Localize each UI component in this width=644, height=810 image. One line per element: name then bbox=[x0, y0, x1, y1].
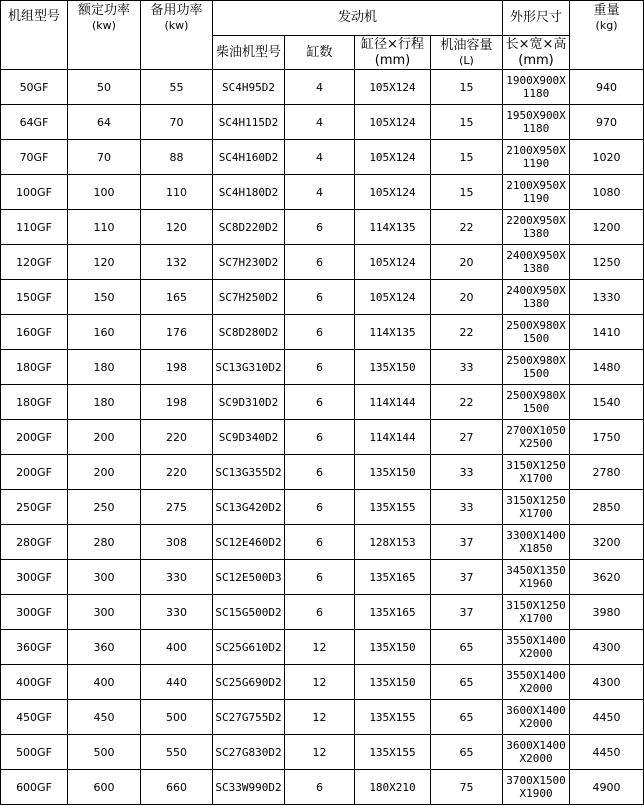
cell-engine-model: SC4H115D2 bbox=[213, 105, 285, 140]
cell-weight: 4300 bbox=[570, 630, 644, 665]
cell-dimensions: 3300X1400X1850 bbox=[503, 525, 570, 560]
table-row bbox=[1, 490, 644, 525]
cell-engine-model: SC13G310D2 bbox=[213, 350, 285, 385]
cell-standby-power: 220 bbox=[141, 455, 213, 490]
cell-rated-power: 64 bbox=[68, 105, 141, 140]
cell-rated-power: 180 bbox=[68, 350, 141, 385]
cell-oil-capacity: 15 bbox=[431, 70, 503, 105]
cell-unit-model: 250GF bbox=[1, 490, 68, 525]
header-cylinders: 缸数 bbox=[285, 36, 355, 70]
header-rated-power-unit: (kw) bbox=[92, 19, 116, 32]
cell-engine-model: SC9D310D2 bbox=[213, 385, 285, 420]
cell-rated-power: 200 bbox=[68, 420, 141, 455]
cell-unit-model: 180GF bbox=[1, 385, 68, 420]
table-row bbox=[1, 350, 644, 385]
cell-weight: 1480 bbox=[570, 350, 644, 385]
cell-standby-power: 400 bbox=[141, 630, 213, 665]
cell-weight: 4450 bbox=[570, 735, 644, 770]
cell-bore-stroke: 105X124 bbox=[355, 140, 431, 175]
cell-unit-model: 70GF bbox=[1, 140, 68, 175]
cell-unit-model: 200GF bbox=[1, 455, 68, 490]
cell-bore-stroke: 135X150 bbox=[355, 665, 431, 700]
table-row bbox=[1, 280, 644, 315]
cell-standby-power: 165 bbox=[141, 280, 213, 315]
cell-weight: 2780 bbox=[570, 455, 644, 490]
cell-oil-capacity: 27 bbox=[431, 420, 503, 455]
cell-unit-model: 100GF bbox=[1, 175, 68, 210]
header-weight: 重量 (kg) bbox=[570, 1, 644, 70]
cell-unit-model: 400GF bbox=[1, 665, 68, 700]
cell-unit-model: 150GF bbox=[1, 280, 68, 315]
cell-engine-model: SC4H95D2 bbox=[213, 70, 285, 105]
cell-cylinders: 6 bbox=[285, 210, 355, 245]
cell-dimensions: 3150X1250X1700 bbox=[503, 490, 570, 525]
table-row bbox=[1, 630, 644, 665]
cell-weight: 2850 bbox=[570, 490, 644, 525]
cell-weight: 1410 bbox=[570, 315, 644, 350]
cell-oil-capacity: 37 bbox=[431, 560, 503, 595]
cell-bore-stroke: 105X124 bbox=[355, 70, 431, 105]
cell-dimensions: 1900X900X1180 bbox=[503, 70, 570, 105]
cell-bore-stroke: 135X150 bbox=[355, 630, 431, 665]
cell-oil-capacity: 22 bbox=[431, 385, 503, 420]
table-row bbox=[1, 385, 644, 420]
table-row bbox=[1, 105, 644, 140]
cell-engine-model: SC8D220D2 bbox=[213, 210, 285, 245]
cell-cylinders: 12 bbox=[285, 735, 355, 770]
cell-weight: 4900 bbox=[570, 770, 644, 805]
cell-weight: 1080 bbox=[570, 175, 644, 210]
cell-bore-stroke: 114X144 bbox=[355, 385, 431, 420]
cell-weight: 4450 bbox=[570, 700, 644, 735]
cell-bore-stroke: 135X155 bbox=[355, 700, 431, 735]
header-row-1 bbox=[1, 1, 644, 36]
cell-rated-power: 250 bbox=[68, 490, 141, 525]
cell-engine-model: SC13G420D2 bbox=[213, 490, 285, 525]
cell-unit-model: 280GF bbox=[1, 525, 68, 560]
cell-cylinders: 4 bbox=[285, 140, 355, 175]
cell-cylinders: 6 bbox=[285, 560, 355, 595]
cell-rated-power: 300 bbox=[68, 560, 141, 595]
cell-unit-model: 110GF bbox=[1, 210, 68, 245]
cell-bore-stroke: 114X135 bbox=[355, 315, 431, 350]
cell-rated-power: 100 bbox=[68, 175, 141, 210]
cell-unit-model: 200GF bbox=[1, 420, 68, 455]
cell-dimensions: 2400X950X1380 bbox=[503, 245, 570, 280]
cell-engine-model: SC7H230D2 bbox=[213, 245, 285, 280]
table-row bbox=[1, 140, 644, 175]
cell-engine-model: SC12E500D3 bbox=[213, 560, 285, 595]
cell-unit-model: 120GF bbox=[1, 245, 68, 280]
cell-dimensions: 2700X1050X2500 bbox=[503, 420, 570, 455]
cell-weight: 3980 bbox=[570, 595, 644, 630]
header-rated-power: 额定功率 (kw) bbox=[68, 1, 141, 70]
cell-rated-power: 500 bbox=[68, 735, 141, 770]
cell-oil-capacity: 37 bbox=[431, 595, 503, 630]
cell-unit-model: 600GF bbox=[1, 770, 68, 805]
table-row bbox=[1, 455, 644, 490]
cell-engine-model: SC4H180D2 bbox=[213, 175, 285, 210]
cell-dimensions: 1950X900X1180 bbox=[503, 105, 570, 140]
cell-oil-capacity: 33 bbox=[431, 455, 503, 490]
cell-bore-stroke: 135X155 bbox=[355, 735, 431, 770]
cell-bore-stroke: 105X124 bbox=[355, 105, 431, 140]
cell-rated-power: 70 bbox=[68, 140, 141, 175]
table-row bbox=[1, 175, 644, 210]
header-weight-unit: (kg) bbox=[595, 19, 618, 32]
header-standby-power-unit: (kw) bbox=[164, 19, 189, 32]
cell-standby-power: 500 bbox=[141, 700, 213, 735]
cell-cylinders: 12 bbox=[285, 630, 355, 665]
cell-oil-capacity: 22 bbox=[431, 210, 503, 245]
cell-cylinders: 6 bbox=[285, 385, 355, 420]
cell-cylinders: 4 bbox=[285, 70, 355, 105]
cell-dimensions: 3550X1400X2000 bbox=[503, 665, 570, 700]
table-row bbox=[1, 735, 644, 770]
cell-weight: 1020 bbox=[570, 140, 644, 175]
cell-engine-model: SC25G690D2 bbox=[213, 665, 285, 700]
cell-weight: 1250 bbox=[570, 245, 644, 280]
cell-rated-power: 200 bbox=[68, 455, 141, 490]
cell-oil-capacity: 75 bbox=[431, 770, 503, 805]
table-row bbox=[1, 245, 644, 280]
table-row bbox=[1, 525, 644, 560]
cell-bore-stroke: 105X124 bbox=[355, 280, 431, 315]
table-row bbox=[1, 700, 644, 735]
table-row bbox=[1, 70, 644, 105]
cell-standby-power: 55 bbox=[141, 70, 213, 105]
cell-standby-power: 308 bbox=[141, 525, 213, 560]
cell-cylinders: 6 bbox=[285, 280, 355, 315]
cell-weight: 1330 bbox=[570, 280, 644, 315]
table-header bbox=[1, 1, 644, 70]
table-row bbox=[1, 420, 644, 455]
cell-cylinders: 6 bbox=[285, 490, 355, 525]
cell-cylinders: 6 bbox=[285, 350, 355, 385]
cell-unit-model: 300GF bbox=[1, 595, 68, 630]
header-engine-model: 柴油机型号 bbox=[213, 36, 285, 70]
cell-unit-model: 500GF bbox=[1, 735, 68, 770]
cell-unit-model: 300GF bbox=[1, 560, 68, 595]
cell-rated-power: 180 bbox=[68, 385, 141, 420]
cell-oil-capacity: 33 bbox=[431, 350, 503, 385]
cell-unit-model: 50GF bbox=[1, 70, 68, 105]
cell-oil-capacity: 65 bbox=[431, 630, 503, 665]
cell-cylinders: 4 bbox=[285, 175, 355, 210]
cell-cylinders: 6 bbox=[285, 595, 355, 630]
cell-rated-power: 120 bbox=[68, 245, 141, 280]
table-row bbox=[1, 665, 644, 700]
cell-unit-model: 180GF bbox=[1, 350, 68, 385]
cell-dimensions: 3550X1400X2000 bbox=[503, 630, 570, 665]
cell-dimensions: 2400X950X1380 bbox=[503, 280, 570, 315]
cell-cylinders: 12 bbox=[285, 665, 355, 700]
header-standby-power: 备用功率 (kw) bbox=[141, 1, 213, 70]
cell-standby-power: 176 bbox=[141, 315, 213, 350]
cell-engine-model: SC27G830D2 bbox=[213, 735, 285, 770]
cell-cylinders: 6 bbox=[285, 245, 355, 280]
cell-rated-power: 360 bbox=[68, 630, 141, 665]
cell-engine-model: SC8D280D2 bbox=[213, 315, 285, 350]
cell-engine-model: SC7H250D2 bbox=[213, 280, 285, 315]
cell-bore-stroke: 135X150 bbox=[355, 350, 431, 385]
cell-oil-capacity: 15 bbox=[431, 105, 503, 140]
cell-bore-stroke: 114X144 bbox=[355, 420, 431, 455]
cell-cylinders: 12 bbox=[285, 700, 355, 735]
table-row bbox=[1, 210, 644, 245]
cell-rated-power: 600 bbox=[68, 770, 141, 805]
cell-dimensions: 3150X1250X1700 bbox=[503, 595, 570, 630]
cell-weight: 1750 bbox=[570, 420, 644, 455]
cell-bore-stroke: 180X210 bbox=[355, 770, 431, 805]
cell-oil-capacity: 15 bbox=[431, 140, 503, 175]
cell-standby-power: 275 bbox=[141, 490, 213, 525]
cell-unit-model: 160GF bbox=[1, 315, 68, 350]
cell-rated-power: 400 bbox=[68, 665, 141, 700]
cell-dimensions: 3600X1400X2000 bbox=[503, 700, 570, 735]
cell-standby-power: 550 bbox=[141, 735, 213, 770]
cell-weight: 4300 bbox=[570, 665, 644, 700]
cell-cylinders: 6 bbox=[285, 770, 355, 805]
cell-bore-stroke: 105X124 bbox=[355, 175, 431, 210]
cell-dimensions: 2100X950X1190 bbox=[503, 175, 570, 210]
cell-bore-stroke: 135X165 bbox=[355, 560, 431, 595]
cell-rated-power: 110 bbox=[68, 210, 141, 245]
cell-engine-model: SC27G755D2 bbox=[213, 700, 285, 735]
cell-dimensions: 3150X1250X1700 bbox=[503, 455, 570, 490]
cell-bore-stroke: 135X155 bbox=[355, 490, 431, 525]
cell-dimensions: 3600X1400X2000 bbox=[503, 735, 570, 770]
cell-dimensions: 2500X980X1500 bbox=[503, 385, 570, 420]
cell-oil-capacity: 33 bbox=[431, 490, 503, 525]
cell-standby-power: 120 bbox=[141, 210, 213, 245]
cell-oil-capacity: 22 bbox=[431, 315, 503, 350]
cell-standby-power: 88 bbox=[141, 140, 213, 175]
cell-rated-power: 300 bbox=[68, 595, 141, 630]
cell-cylinders: 6 bbox=[285, 525, 355, 560]
header-bore-stroke: 缸径×行程(mm) bbox=[355, 36, 431, 70]
table-row bbox=[1, 595, 644, 630]
cell-rated-power: 450 bbox=[68, 700, 141, 735]
header-dimensions-sub: 长×宽×高(mm) bbox=[503, 36, 570, 70]
header-unit-model: 机组型号 bbox=[1, 1, 68, 70]
cell-dimensions: 2500X980X1500 bbox=[503, 350, 570, 385]
cell-engine-model: SC4H160D2 bbox=[213, 140, 285, 175]
cell-standby-power: 330 bbox=[141, 560, 213, 595]
table-body bbox=[1, 70, 644, 805]
cell-standby-power: 70 bbox=[141, 105, 213, 140]
cell-oil-capacity: 65 bbox=[431, 735, 503, 770]
cell-engine-model: SC15G500D2 bbox=[213, 595, 285, 630]
table-row bbox=[1, 315, 644, 350]
cell-dimensions: 2200X950X1380 bbox=[503, 210, 570, 245]
cell-oil-capacity: 20 bbox=[431, 280, 503, 315]
cell-engine-model: SC25G610D2 bbox=[213, 630, 285, 665]
table-row bbox=[1, 560, 644, 595]
cell-standby-power: 132 bbox=[141, 245, 213, 280]
cell-bore-stroke: 114X135 bbox=[355, 210, 431, 245]
cell-weight: 3200 bbox=[570, 525, 644, 560]
cell-oil-capacity: 65 bbox=[431, 700, 503, 735]
cell-standby-power: 110 bbox=[141, 175, 213, 210]
header-engine: 发动机 bbox=[213, 1, 503, 36]
cell-oil-capacity: 15 bbox=[431, 175, 503, 210]
cell-bore-stroke: 128X153 bbox=[355, 525, 431, 560]
cell-cylinders: 6 bbox=[285, 420, 355, 455]
cell-rated-power: 280 bbox=[68, 525, 141, 560]
cell-oil-capacity: 20 bbox=[431, 245, 503, 280]
cell-weight: 940 bbox=[570, 70, 644, 105]
cell-bore-stroke: 135X150 bbox=[355, 455, 431, 490]
cell-dimensions: 3450X1350X1960 bbox=[503, 560, 570, 595]
cell-unit-model: 64GF bbox=[1, 105, 68, 140]
cell-rated-power: 160 bbox=[68, 315, 141, 350]
cell-bore-stroke: 135X165 bbox=[355, 595, 431, 630]
cell-cylinders: 6 bbox=[285, 315, 355, 350]
cell-unit-model: 360GF bbox=[1, 630, 68, 665]
cell-rated-power: 50 bbox=[68, 70, 141, 105]
cell-engine-model: SC13G355D2 bbox=[213, 455, 285, 490]
cell-dimensions: 2500X980X1500 bbox=[503, 315, 570, 350]
cell-oil-capacity: 65 bbox=[431, 665, 503, 700]
cell-standby-power: 440 bbox=[141, 665, 213, 700]
cell-cylinders: 6 bbox=[285, 455, 355, 490]
cell-weight: 3620 bbox=[570, 560, 644, 595]
cell-weight: 1540 bbox=[570, 385, 644, 420]
cell-oil-capacity: 37 bbox=[431, 525, 503, 560]
cell-dimensions: 2100X950X1190 bbox=[503, 140, 570, 175]
header-dimensions: 外形尺寸 bbox=[503, 1, 570, 36]
cell-weight: 970 bbox=[570, 105, 644, 140]
header-oil-capacity: 机油容量 (L) bbox=[431, 36, 503, 70]
cell-standby-power: 198 bbox=[141, 350, 213, 385]
cell-bore-stroke: 105X124 bbox=[355, 245, 431, 280]
cell-standby-power: 660 bbox=[141, 770, 213, 805]
cell-standby-power: 220 bbox=[141, 420, 213, 455]
cell-engine-model: SC9D340D2 bbox=[213, 420, 285, 455]
cell-dimensions: 3700X1500X1900 bbox=[503, 770, 570, 805]
table-row bbox=[1, 770, 644, 805]
cell-standby-power: 330 bbox=[141, 595, 213, 630]
cell-cylinders: 4 bbox=[285, 105, 355, 140]
cell-standby-power: 198 bbox=[141, 385, 213, 420]
cell-engine-model: SC33W990D2 bbox=[213, 770, 285, 805]
cell-engine-model: SC12E460D2 bbox=[213, 525, 285, 560]
cell-weight: 1200 bbox=[570, 210, 644, 245]
cell-unit-model: 450GF bbox=[1, 700, 68, 735]
header-oil-capacity-unit: (L) bbox=[459, 54, 474, 67]
cell-rated-power: 150 bbox=[68, 280, 141, 315]
